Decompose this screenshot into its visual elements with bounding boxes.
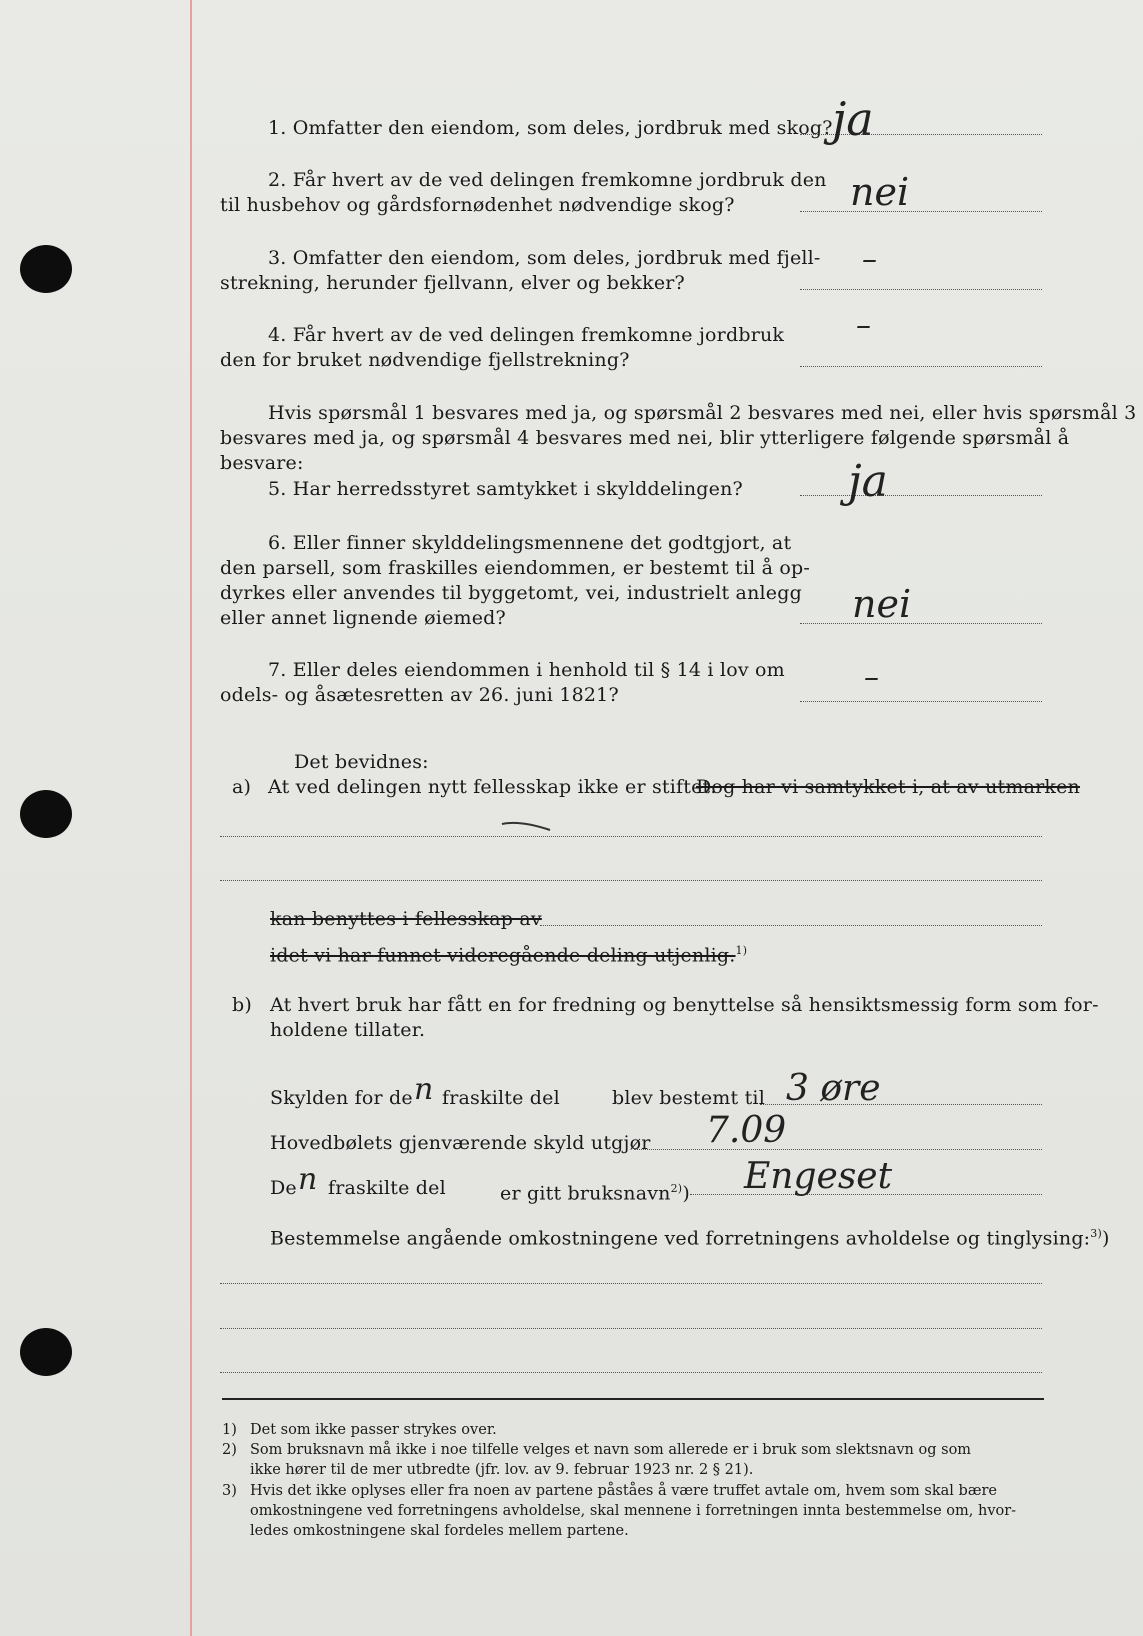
punch-hole [20,1328,72,1376]
punch-hole [20,245,72,293]
answer-line-2 [800,211,1042,212]
answer-6: nei [852,582,912,626]
footnote-ref-1: 1) [735,944,748,957]
skyld-mid2: blev bestemt til [612,1087,765,1109]
margin-line [190,0,192,1636]
answer-line-5 [800,495,1042,496]
answer-line-7 [800,701,1042,702]
answer-line-4 [800,366,1042,367]
answer-line-3 [800,289,1042,290]
bestemmelse-label: Bestemmelse angående omkostningene ved forretningens avholdelse og tinglysing:$^{3)}$) [270,1227,1110,1250]
blank-line [220,1328,1042,1329]
cert-a-label: a) [232,776,252,798]
blank-line [540,925,1042,926]
answer-line-6 [800,623,1042,624]
cert-a-struck: Dog har vi samtykket i, at av utmarken [696,776,1080,798]
question-3-line-2: strekning, herunder fjellvann, elver og bekker? [220,272,685,294]
answer-2: nei [850,170,910,214]
condition-line-2: besvares med ja, og spørsmål 4 besvares med nei, blir ytterligere følgende spørsmål å besvare: [220,427,1070,474]
answer-4: – [856,308,871,343]
question-6-line-4: eller annet lignende øiemed? [220,607,506,629]
bestemmelse-text: Bestemmelse angående omkostningene ved forretningens avholdelse og tinglysing: [270,1227,1091,1250]
footnote-2-line-2: ikke hører til de mer utbredte (jfr. lov. av 9. februar 1923 nr. 2 § 21). [250,1462,754,1478]
answer-3: – [862,242,877,277]
question-6-line-1: 6. Eller finner skylddelingsmennene det godtgjort, at [268,532,792,554]
cert-a-text: At ved delingen nytt fellesskap ikke er stiftet. [268,776,717,798]
skyld-value: 3 øre [786,1068,881,1109]
handwritten-dash [500,818,560,838]
question-3-line-1: 3. Omfatter den eiendom, som deles, jordbruk med fjell- [268,247,821,269]
question-4-line-2: den for bruket nødvendige fjellstrekning? [220,349,630,371]
hoved-value: 7.09 [706,1110,787,1151]
blank-line [220,880,1042,881]
question-2-line-1: 2. Får hvert av de ved delingen fremkomne jordbruk den [268,169,827,191]
de-mid2-text: er gitt bruksnavn [500,1182,671,1205]
de-value: Engeset [744,1156,893,1197]
skyld-fill: n [414,1072,434,1107]
hoved-line [634,1149,1042,1150]
footnote-3-line-1: Hvis det ikke oplyses eller fra noen av partene påståes å være truffet avtale om, hvem som skal bære [250,1483,997,1499]
skyld-prefix: Skylden for de [270,1087,413,1109]
question-6-line-2: den parsell, som fraskilles eiendommen, er bestemt til å op- [220,557,811,579]
footnote-3-mark: 3) [222,1483,237,1499]
answer-1: ja [832,92,874,146]
question-1: 1. Omfatter den eiendom, som deles, jordbruk med skog? [268,117,833,139]
cert-struck-line-1: kan benyttes i fellesskap av [270,908,542,930]
blank-line [220,1283,1042,1284]
answer-5: ja [848,456,888,507]
cert-b-line-2: holdene tillater. [270,1019,426,1041]
question-7-line-1: 7. Eller deles eiendommen i henhold til § 14 i lov om [268,659,785,681]
footnote-2-mark: 2) [222,1442,237,1458]
question-7-line-2: odels- og åsætesretten av 26. juni 1821? [220,684,619,706]
footnote-ref-2: 2) [670,1182,683,1195]
condition-line-1: Hvis spørsmål 1 besvares med ja, og spørsmål 2 besvares med nei, eller hvis spørsmål 3 [268,402,1137,424]
footnote-1-mark: 1) [222,1422,237,1438]
answer-7: – [864,660,879,695]
blank-line [220,1372,1042,1373]
footnote-1: Det som ikke passer strykes over. [250,1422,497,1438]
footnote-3-line-3: ledes omkostningene skal fordeles mellem partene. [250,1523,629,1539]
blank-line [220,836,1042,837]
footnote-rule [222,1398,1044,1400]
certification-heading: Det bevidnes: [294,751,429,773]
footnote-2-line-1: Som bruksnavn må ikke i noe tilfelle velges et navn som allerede er i bruk som slektsnavn og som [250,1442,972,1458]
cert-struck-line-2 [270,938,747,968]
punch-hole [20,790,72,838]
cert-b-line-1: At hvert bruk har fått en for fredning og benyttelse så hensiktsmessig form som for- [270,994,1099,1016]
question-6-line-3: dyrkes eller anvendes til byggetomt, vei, industrielt anlegg [220,582,802,604]
cert-struck-line-2-text: idet vi har funnet videregående deling utjenlig. [270,944,736,967]
de-fill: n [298,1162,318,1197]
cert-b-label: b) [232,994,252,1016]
de-mid2: er gitt bruksnavn$^{2)}$) [500,1182,690,1205]
skyld-mid: fraskilte del [442,1087,560,1109]
de-mid: fraskilte del [328,1177,446,1199]
footnote-3-line-2: omkostningene ved forretningens avholdelse, skal mennene i forretningen innta bestemmelse om, hvor- [250,1503,1017,1519]
de-prefix: De [270,1177,297,1199]
question-2-line-2: til husbehov og gårdsfornødenhet nødvendige skog? [220,194,735,216]
footnote-ref-3: 3) [1090,1227,1102,1240]
question-5: 5. Har herredsstyret samtykket i skylddelingen? [268,478,743,500]
hoved-label: Hovedbølets gjenværende skyld utgjør [270,1132,651,1154]
question-4-line-1: 4. Får hvert av de ved delingen fremkomne jordbruk [268,324,785,346]
